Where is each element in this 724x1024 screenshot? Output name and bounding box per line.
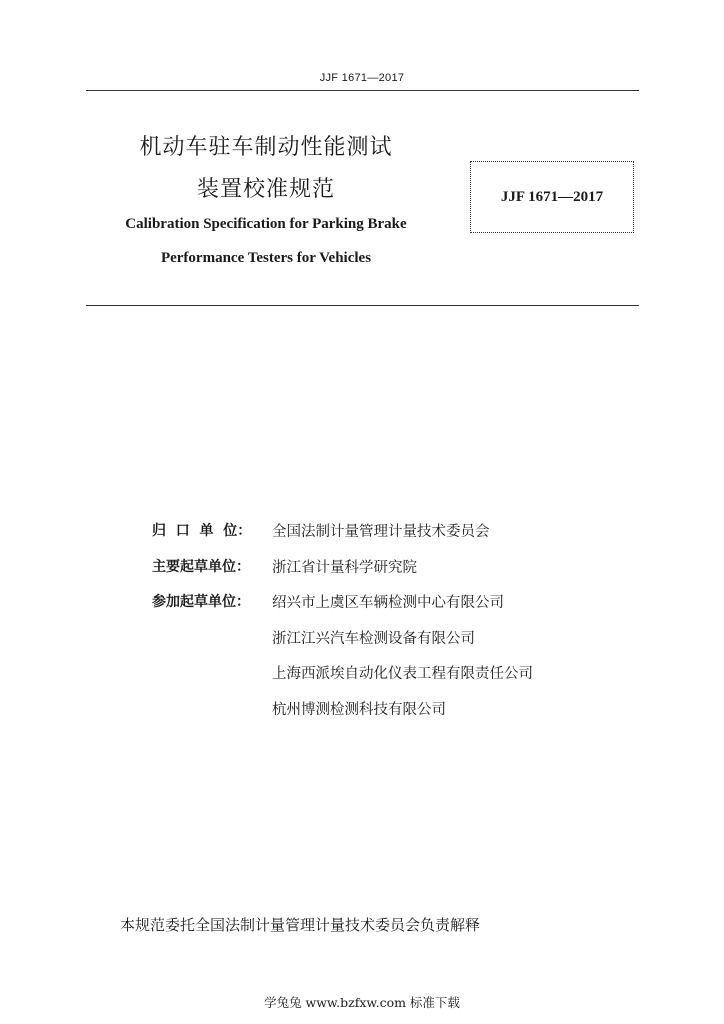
unit-value: 上海西派埃自动化仪表工程有限责任公司 [272, 666, 533, 682]
title-english-line-1: Calibration Specification for Parking Brake [125, 216, 407, 232]
unit-label: 主要起草单位： [152, 558, 250, 575]
unit-label: 参加起草单位： [152, 594, 250, 610]
drafting-units [152, 520, 533, 733]
interpretation-statement: 本规范委托全国法制计量管理计量技术委员会负责解释 [120, 916, 481, 934]
unit-row [152, 662, 533, 698]
unit-label: 归 口 单 位： [152, 523, 252, 539]
title-chinese-line-2: 装置校准规范 [196, 177, 335, 202]
unit-value: 杭州博测检测科技有限公司 [272, 701, 446, 718]
unit-value: 绍兴市上虞区车辆检测中心有限公司 [272, 595, 504, 611]
unit-row [152, 556, 533, 592]
unit-row [152, 698, 533, 734]
unit-value: 浙江省计量科学研究院 [272, 559, 417, 576]
unit-value: 全国法制计量管理计量技术委员会 [272, 524, 490, 540]
header-rule [86, 90, 639, 91]
title-english-line-2: Performance Testers for Vehicles [160, 250, 372, 266]
unit-row [152, 627, 533, 663]
header-standard-code: JJF 1671—2017 [319, 72, 405, 84]
title-rule [86, 305, 639, 306]
unit-value: 浙江江兴汽车检测设备有限公司 [272, 630, 475, 647]
unit-row [152, 591, 533, 627]
title-chinese-line-1: 机动车驻车制动性能测试 [139, 135, 393, 160]
standard-code-box: JJF 1671—2017 [470, 161, 634, 233]
footer-watermark: 学兔兔 www.bzfxw.com 标准下载 [264, 995, 460, 1010]
unit-row [152, 520, 533, 556]
